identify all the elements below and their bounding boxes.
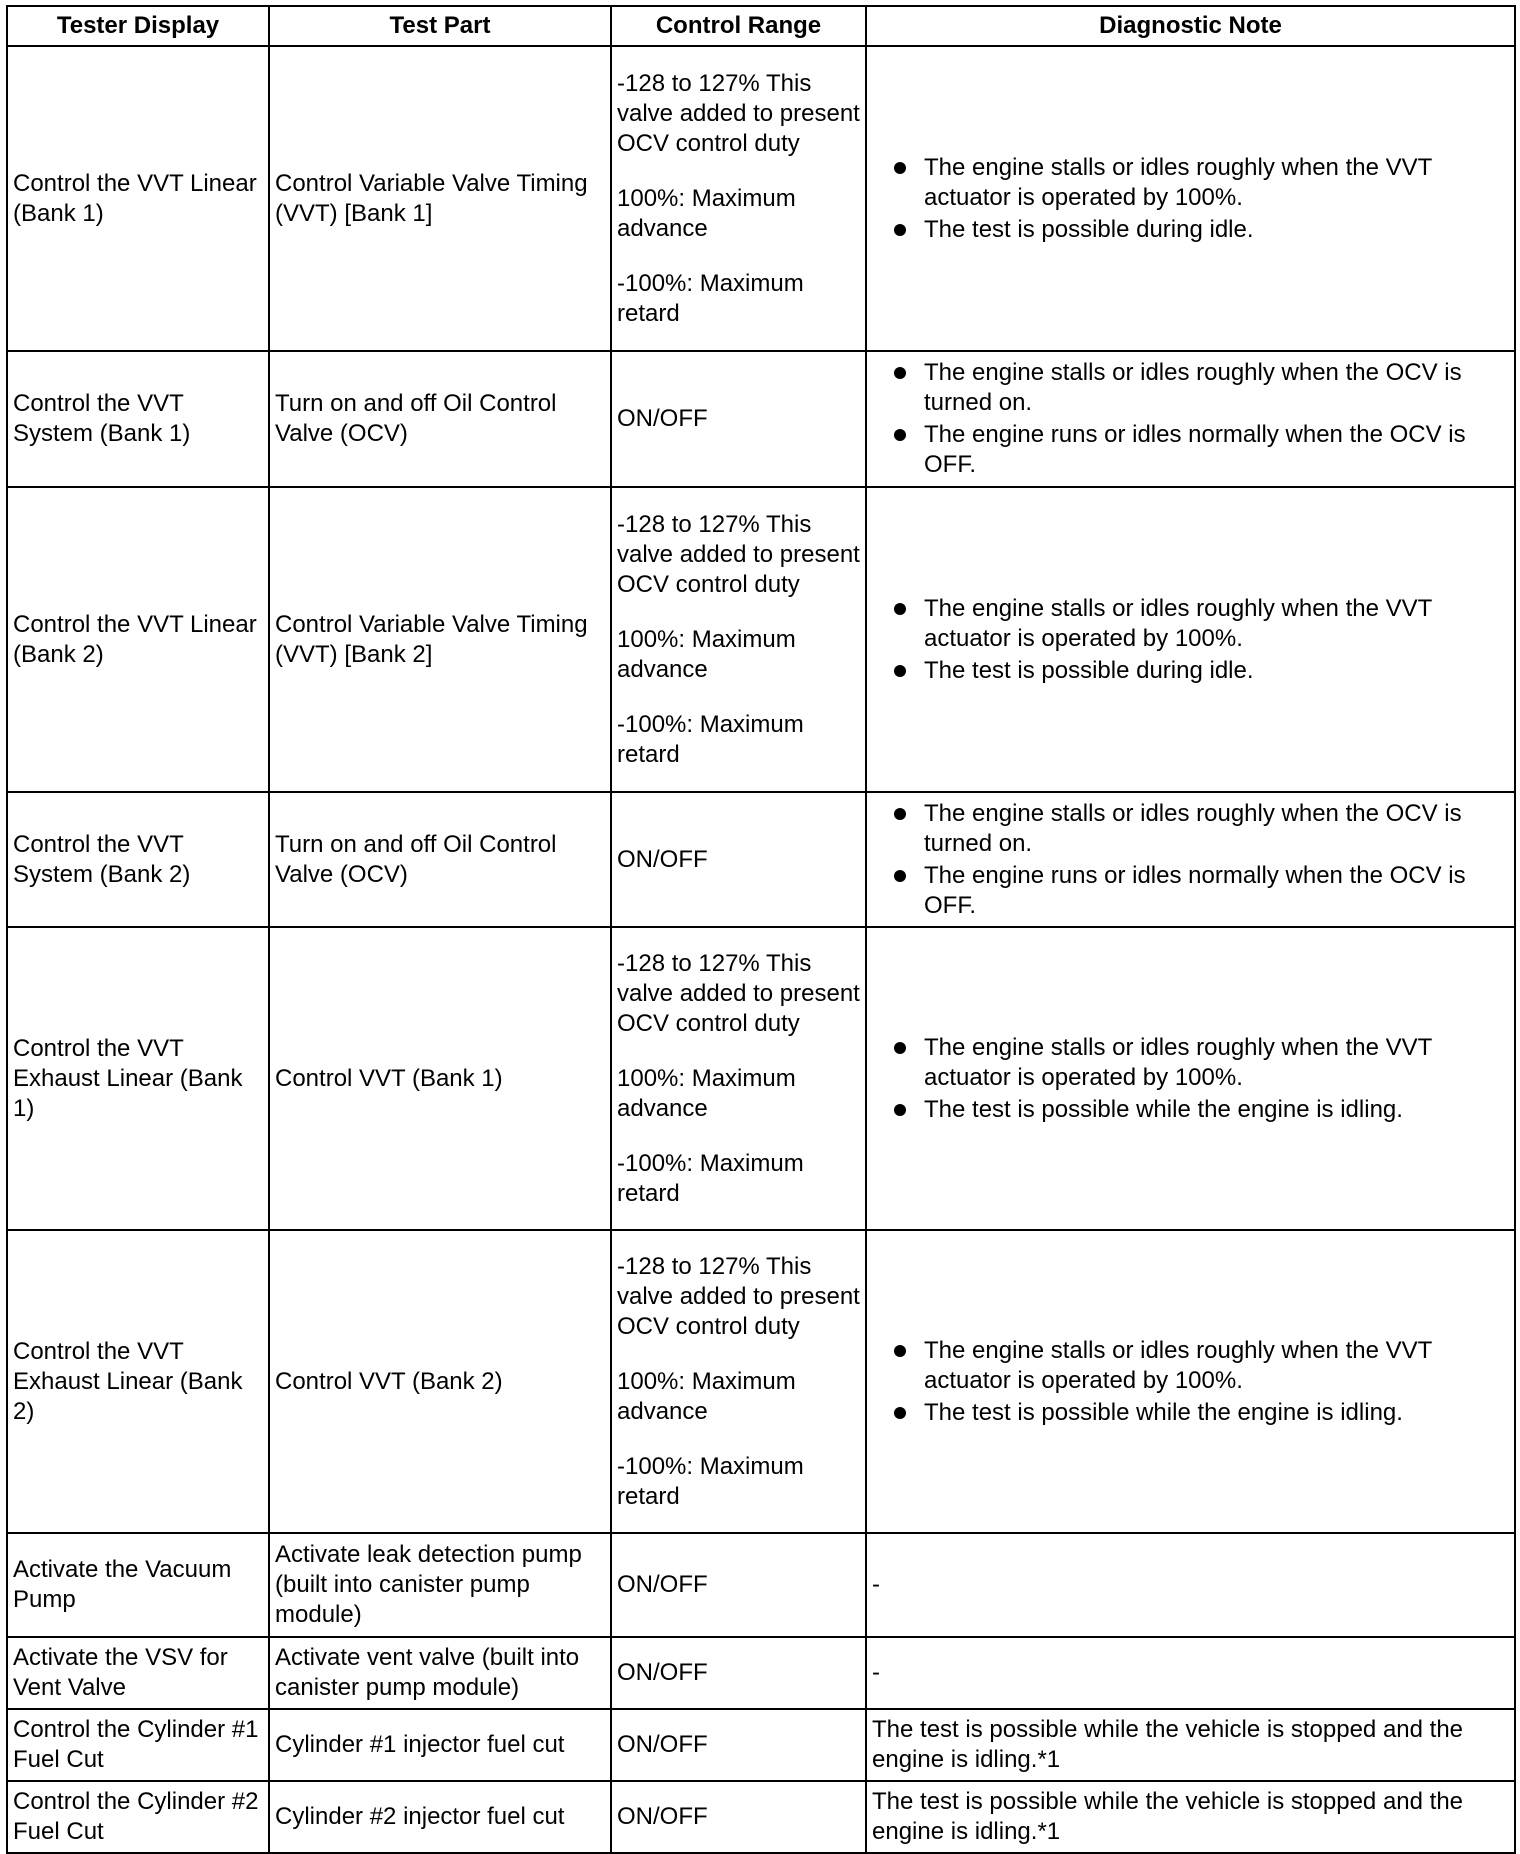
control-range-line: -100%: Maximum retard <box>617 269 804 327</box>
bullet-icon <box>894 1104 906 1116</box>
cell-control-range <box>611 1709 866 1781</box>
cell-diagnostic-note <box>866 351 1515 487</box>
table-row <box>7 792 1515 927</box>
cell-diagnostic-note <box>866 1533 1515 1637</box>
cell-tester-display: Control the Cylinder #1 Fuel Cut <box>7 1709 269 1781</box>
control-range-line: -128 to 127% This valve added to present OCV control duty <box>617 510 860 598</box>
note-text: The engine stalls or idles roughly when the VVT actuator is operated by 100%. <box>924 594 1432 652</box>
bullet-icon <box>894 1407 906 1419</box>
table-row <box>7 1230 1515 1533</box>
note-item <box>894 656 1509 686</box>
cell-tester-display: Control the VVT System (Bank 1) <box>7 351 269 487</box>
bullet-icon <box>894 367 906 379</box>
cell-test-part: Control Variable Valve Timing (VVT) [Bank 1] <box>269 46 611 351</box>
table-row <box>7 487 1515 792</box>
header-tester-display: Tester Display <box>7 6 269 46</box>
bullet-icon <box>894 870 906 882</box>
control-range-line: -128 to 127% This valve added to present OCV control duty <box>617 69 860 157</box>
note-list <box>872 1033 1509 1125</box>
cell-tester-display: Control the VVT Linear (Bank 2) <box>7 487 269 792</box>
control-range-line: 100%: Maximum advance <box>617 625 796 683</box>
cell-tester-display: Control the VVT System (Bank 2) <box>7 792 269 927</box>
control-range-line: ON/OFF <box>617 1659 708 1686</box>
cell-test-part: Control Variable Valve Timing (VVT) [Bank 2] <box>269 487 611 792</box>
control-range-line: ON/OFF <box>617 845 708 873</box>
cell-test-part: Cylinder #1 injector fuel cut <box>269 1709 611 1781</box>
note-text: The test is possible while the engine is idling. <box>924 1095 1403 1123</box>
note-text: - <box>872 1571 880 1598</box>
note-item <box>894 153 1509 213</box>
cell-control-range <box>611 792 866 927</box>
header-test-part: Test Part <box>269 6 611 46</box>
note-text: The engine runs or idles normally when the OCV is OFF. <box>924 421 1466 478</box>
control-range-line: ON/OFF <box>617 1803 708 1830</box>
cell-diagnostic-note <box>866 927 1515 1230</box>
note-item <box>894 799 1509 859</box>
note-item <box>894 1095 1509 1125</box>
note-list <box>872 1336 1509 1428</box>
header-row <box>7 6 1515 46</box>
note-text: The test is possible while the engine is idling. <box>924 1398 1403 1426</box>
cell-test-part: Activate leak detection pump (built into canister pump module) <box>269 1533 611 1637</box>
note-item <box>894 594 1509 654</box>
cell-control-range <box>611 351 866 487</box>
cell-test-part: Control VVT (Bank 1) <box>269 927 611 1230</box>
note-text: - <box>872 1659 880 1686</box>
note-text: The engine stalls or idles roughly when the OCV is turned on. <box>924 359 1462 416</box>
cell-diagnostic-note <box>866 1637 1515 1709</box>
cell-test-part: Turn on and off Oil Control Valve (OCV) <box>269 351 611 487</box>
note-text: The engine stalls or idles roughly when the VVT actuator is operated by 100%. <box>924 1336 1432 1394</box>
note-text: The engine stalls or idles roughly when the VVT actuator is operated by 100%. <box>924 1033 1432 1091</box>
bullet-icon <box>894 808 906 820</box>
note-item <box>894 1398 1509 1428</box>
cell-control-range <box>611 1230 866 1533</box>
table-row <box>7 1781 1515 1853</box>
cell-control-range <box>611 46 866 351</box>
cell-control-range <box>611 1533 866 1637</box>
control-range-line: 100%: Maximum advance <box>617 1064 796 1122</box>
control-range-line: ON/OFF <box>617 405 708 432</box>
note-text: The test is possible during idle. <box>924 656 1254 684</box>
cell-diagnostic-note <box>866 46 1515 351</box>
cell-control-range <box>611 1781 866 1853</box>
header-control-range: Control Range <box>611 6 866 46</box>
control-range-line: -100%: Maximum retard <box>617 1149 804 1207</box>
bullet-icon <box>894 1345 906 1357</box>
table-row <box>7 1637 1515 1709</box>
cell-control-range <box>611 1637 866 1709</box>
note-item <box>894 215 1509 245</box>
control-range-line: 100%: Maximum advance <box>617 1367 796 1425</box>
cell-tester-display: Control the VVT Linear (Bank 1) <box>7 46 269 351</box>
note-item <box>894 861 1509 921</box>
note-text: The test is possible while the vehicle is stopped and the engine is idling.*1 <box>872 1716 1464 1773</box>
bullet-icon <box>894 665 906 677</box>
note-list <box>872 153 1509 245</box>
control-range-line: -100%: Maximum retard <box>617 710 804 768</box>
cell-diagnostic-note <box>866 1781 1515 1853</box>
control-range-line: -100%: Maximum retard <box>617 1452 804 1510</box>
cell-test-part: Cylinder #2 injector fuel cut <box>269 1781 611 1853</box>
cell-diagnostic-note <box>866 487 1515 792</box>
note-list <box>872 799 1509 921</box>
bullet-icon <box>894 429 906 441</box>
control-range-line: 100%: Maximum advance <box>617 184 796 242</box>
table-body <box>7 46 1515 1853</box>
table-row <box>7 46 1515 351</box>
bullet-icon <box>894 224 906 236</box>
note-item <box>894 420 1509 480</box>
note-item <box>894 1336 1509 1396</box>
cell-control-range <box>611 487 866 792</box>
control-range-line: -128 to 127% This valve added to present OCV control duty <box>617 949 860 1037</box>
cell-diagnostic-note <box>866 1230 1515 1533</box>
note-text: The test is possible while the vehicle is stopped and the engine is idling.*1 <box>872 1788 1464 1845</box>
bullet-icon <box>894 162 906 174</box>
bullet-icon <box>894 603 906 615</box>
active-test-table <box>6 5 1516 1854</box>
table-row <box>7 1709 1515 1781</box>
control-range-line: ON/OFF <box>617 1571 708 1598</box>
note-text: The engine stalls or idles roughly when the OCV is turned on. <box>924 799 1462 857</box>
note-text: The test is possible during idle. <box>924 215 1254 243</box>
control-range-line: -128 to 127% This valve added to present OCV control duty <box>617 1252 860 1340</box>
note-item <box>894 358 1509 418</box>
cell-diagnostic-note <box>866 1709 1515 1781</box>
note-text: The engine stalls or idles roughly when the VVT actuator is operated by 100%. <box>924 153 1432 211</box>
cell-control-range <box>611 927 866 1230</box>
cell-tester-display: Activate the VSV for Vent Valve <box>7 1637 269 1709</box>
header-diagnostic-note: Diagnostic Note <box>866 6 1515 46</box>
control-range-line: ON/OFF <box>617 1731 708 1758</box>
note-list <box>872 358 1509 480</box>
cell-tester-display: Activate the Vacuum Pump <box>7 1533 269 1637</box>
cell-tester-display: Control the Cylinder #2 Fuel Cut <box>7 1781 269 1853</box>
table-row <box>7 1533 1515 1637</box>
cell-test-part: Activate vent valve (built into canister pump module) <box>269 1637 611 1709</box>
cell-test-part: Control VVT (Bank 2) <box>269 1230 611 1533</box>
table-row <box>7 927 1515 1230</box>
cell-test-part: Turn on and off Oil Control Valve (OCV) <box>269 792 611 927</box>
note-list <box>872 594 1509 686</box>
cell-tester-display: Control the VVT Exhaust Linear (Bank 2) <box>7 1230 269 1533</box>
cell-diagnostic-note <box>866 792 1515 927</box>
bullet-icon <box>894 1042 906 1054</box>
note-text: The engine runs or idles normally when the OCV is OFF. <box>924 861 1466 919</box>
table-row <box>7 351 1515 487</box>
cell-tester-display: Control the VVT Exhaust Linear (Bank 1) <box>7 927 269 1230</box>
note-item <box>894 1033 1509 1093</box>
